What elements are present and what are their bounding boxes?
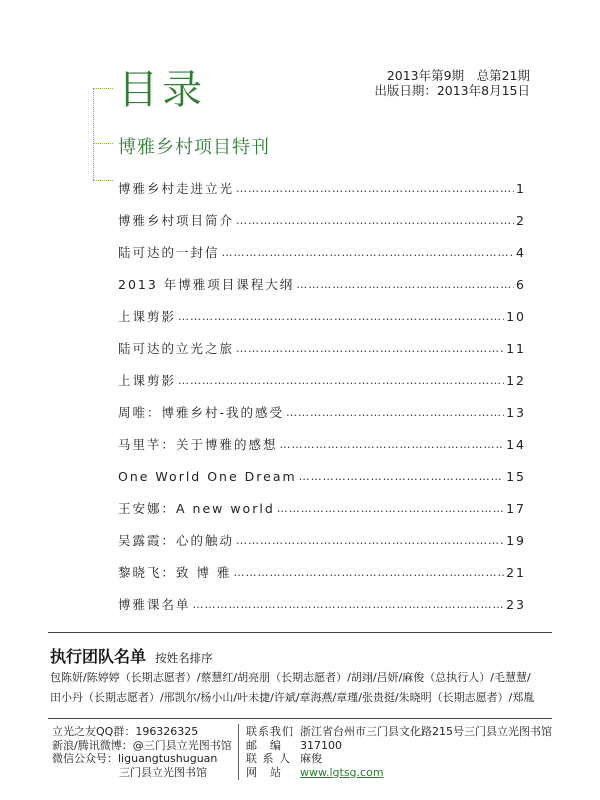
toc-item-title: 陆可达的一封信 (118, 245, 220, 260)
title-connector-2 (93, 143, 113, 144)
toc-item-title: 2013 年博雅项目课程大纲 (118, 277, 295, 292)
toc-item[interactable] (118, 428, 526, 460)
contact-address: 浙江省台州市三门县文化路215号三门县立光图书馆 (300, 725, 552, 738)
toc-item-page: 15 (506, 468, 526, 484)
toc-leader (277, 502, 504, 515)
qq-group: 立光之友QQ群：196326325 (52, 725, 199, 738)
contact-row-postcode (246, 739, 552, 753)
toc-item[interactable] (118, 332, 526, 364)
toc-item-title: 王安娜：A new world (118, 501, 275, 516)
toc-item[interactable] (118, 364, 526, 396)
toc-leader (222, 246, 515, 259)
toc-item-title: 上课剪影 (118, 373, 177, 388)
toc-item-title: 吴露霞：心的触动 (118, 533, 235, 548)
toc-item-page: 10 (506, 308, 526, 324)
toc-leader (193, 598, 505, 611)
toc-item-page: 2 (516, 212, 526, 228)
weibo: 新浪/腾讯微博：@三门县立光图书馆 (52, 738, 232, 752)
toc-item-page: 19 (506, 532, 526, 548)
toc-item-page: 12 (506, 372, 526, 388)
toc-item-page: 17 (506, 500, 526, 516)
toc-item[interactable] (118, 204, 526, 236)
issue-info (374, 68, 530, 98)
toc-item-title: 博雅乡村项目简介 (118, 213, 235, 228)
toc-leader (286, 406, 504, 419)
contact-postcode: 317100 (300, 738, 342, 752)
toc-item-page: 14 (506, 436, 526, 452)
toc-leader (236, 534, 504, 547)
contact-person: 麻俊 (300, 752, 322, 765)
contact-info (246, 725, 552, 779)
toc-item-page: 23 (506, 596, 526, 612)
issue-number: 2013年第9期 总第21期 (386, 68, 530, 83)
toc-item[interactable] (118, 268, 526, 300)
toc-item-title: 上课剪影 (118, 309, 177, 324)
toc-item-page: 11 (506, 340, 526, 356)
wechat-account: 微信公众号：liguangtushuguan (52, 752, 218, 765)
toc-item[interactable] (118, 300, 526, 332)
toc-item-title: One World One Dream (118, 468, 297, 484)
contact-key: 联系我们 (246, 725, 294, 738)
publish-date: 出版日期：2013年8月15日 (374, 83, 530, 98)
toc-leader (178, 310, 504, 323)
toc-leader (296, 278, 514, 291)
toc-item-title: 博雅课名单 (118, 597, 191, 612)
team-heading-note: 按姓名排序 (155, 651, 213, 665)
title-connector-3 (93, 180, 113, 181)
contact-row-address (246, 725, 552, 739)
toc-item-page: 4 (516, 244, 526, 260)
toc-item[interactable] (118, 588, 526, 620)
toc-item-title: 黎晓飞：致 博 雅 (118, 565, 232, 580)
website-link[interactable]: www.lgtsg.com (300, 765, 384, 779)
title-connector-1 (93, 88, 113, 89)
team-members-line: 包陈妍/陈婷婷（长期志愿者）/蔡慧红/胡亮朋（长期志愿者）/胡翊/吕妍/麻俊（总执行人）/毛慧慧/ (50, 671, 531, 684)
toc-leader (299, 470, 504, 483)
toc-item[interactable] (118, 396, 526, 428)
contact-key: 邮 编 (246, 738, 282, 752)
table-of-contents (118, 172, 526, 620)
section-title: 博雅乡村项目特刊 (118, 137, 270, 158)
toc-leader (178, 374, 504, 387)
toc-item-page: 13 (506, 404, 526, 420)
toc-item-title: 陆可达的立光之旅 (118, 341, 235, 356)
toc-leader (236, 342, 504, 355)
contact-row-person (246, 752, 552, 766)
toc-leader (236, 182, 514, 195)
toc-leader (280, 438, 505, 451)
page-title: 目录 (118, 67, 206, 113)
title-connector-vertical (93, 88, 94, 180)
toc-item[interactable] (118, 524, 526, 556)
team-members-line: 田小丹（长期志愿者）/邢凯尔/杨小山/叶未捷/许斌/章海燕/章瑾/张贵挺/朱晓明（长期志愿者）/郑胤 (50, 691, 535, 704)
toc-item[interactable] (118, 236, 526, 268)
contact-key: 网 站 (246, 765, 282, 779)
toc-item-page: 1 (516, 180, 526, 196)
toc-item-page: 21 (506, 564, 526, 580)
toc-leader (233, 566, 504, 579)
divider-top (48, 632, 552, 633)
contact-key: 联 系 人 (246, 752, 291, 765)
toc-item[interactable] (118, 172, 526, 204)
team-heading-title: 执行团队名单 (50, 647, 147, 666)
divider-bottom (48, 718, 552, 719)
toc-item-title: 周唯：博雅乡村-我的感受 (118, 405, 285, 420)
toc-item-title: 博雅乡村走进立光 (118, 181, 235, 196)
team-heading (50, 644, 213, 667)
toc-item-title: 马里芊：关于博雅的感想 (118, 437, 278, 452)
toc-item-page: 6 (516, 276, 526, 292)
toc-leader (236, 214, 514, 227)
toc-item[interactable] (118, 460, 526, 492)
contact-separator (238, 724, 239, 780)
team-members (50, 668, 558, 708)
toc-item[interactable] (118, 556, 526, 588)
toc-item[interactable] (118, 492, 526, 524)
social-contacts (52, 725, 232, 779)
contact-row-website (246, 766, 552, 780)
wechat-name: 三门县立光图书馆 (119, 765, 207, 779)
